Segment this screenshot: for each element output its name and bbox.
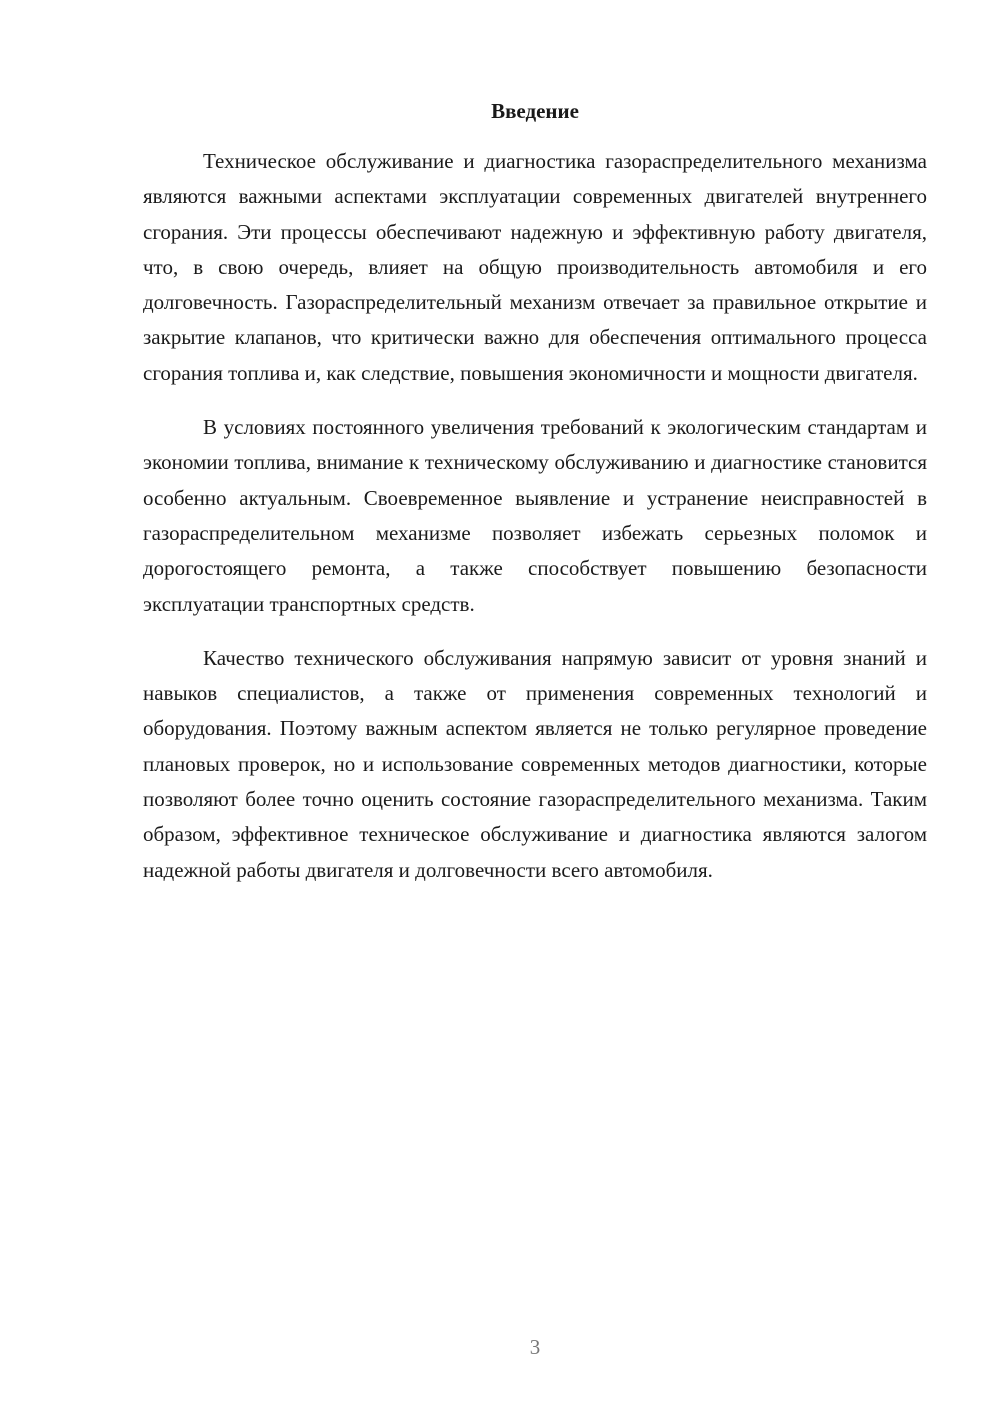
paragraph: В условиях постоянного увеличения требований к экологическим стандартам и экономии топлива, внимание к техническому обслуживанию и диагностике становится особенно актуальным. Своевременное выявление и устранение неисправностей в газораспределительном механизме позволяет избежать серьезных поломок и дорогостоящего ремонта, а также способствует повышению безопасности эксплуатации транспортных средств.: [143, 415, 927, 616]
body-text: [143, 144, 927, 888]
section-title: Введение: [491, 99, 579, 123]
paragraph: Качество технического обслуживания напрямую зависит от уровня знаний и навыков специалистов, а также от применения современных технологий и оборудования. Поэтому важным аспектом является не только регулярное проведение плановых проверок, но и использование современных методов диагностики, которые позволяют более точно оценить состояние газораспределительного механизма. Таким образом, эффективное техническое обслуживание и диагностика являются залогом надежной работы двигателя и долговечности всего автомобиля.: [143, 645, 927, 882]
paragraph: Техническое обслуживание и диагностика газораспределительного механизма являются важными аспектами эксплуатации современных двигателей внутреннего сгорания. Эти процессы обеспечивают надежную и эффективную работу двигателя, что, в свою очередь, влияет на общую производительность автомобиля и его долговечность. Газораспределительный механизм отвечает за правильное открытие и закрытие клапанов, что критически важно для обеспечения оптимального процесса сгорания топлива и, как следствие, повышения экономичности и мощности двигателя.: [143, 149, 927, 385]
page-number: 3: [529, 1335, 541, 1359]
